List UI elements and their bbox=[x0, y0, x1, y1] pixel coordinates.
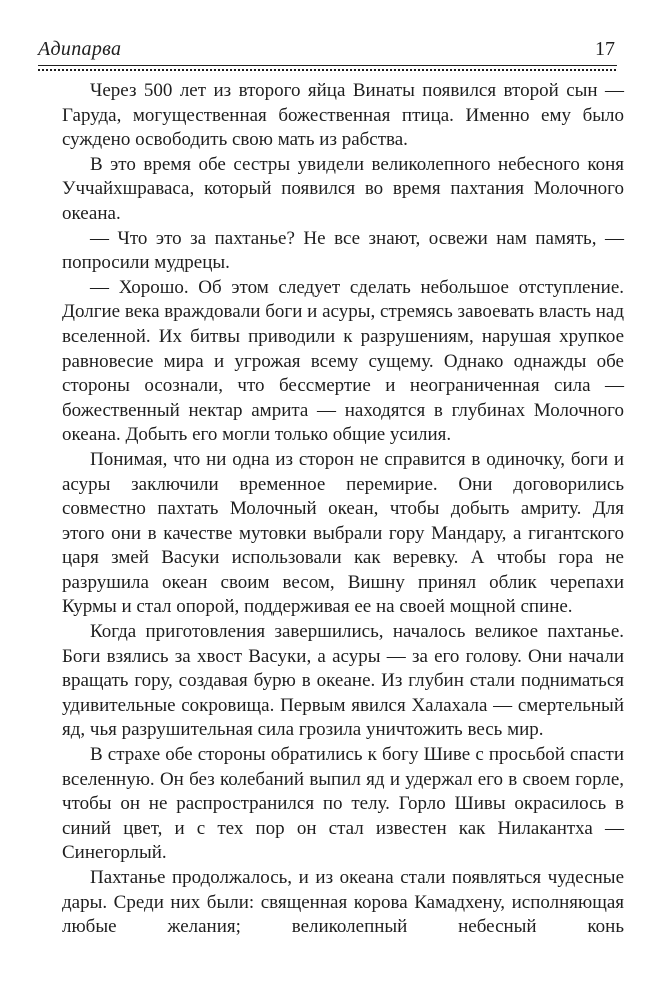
paragraph: В это время обе сестры увидели великолепного небесного коня Уччайхшраваса, который появился во время пахтания Молочного океана. bbox=[62, 153, 624, 224]
paragraph: — Что это за пахтанье? Не все знают, освежи нам память, — попросили мудрецы. bbox=[62, 227, 624, 274]
page-header bbox=[38, 36, 617, 66]
paragraph: Через 500 лет из второго яйца Винаты появился второй сын — Гаруда, могущественная божественная птица. Именно ему было суждено освободить свою мать из рабства. bbox=[62, 80, 624, 151]
paragraph: В страхе обе стороны обратились к богу Шиве с просьбой спасти вселенную. Он без колебаний выпил яд и удержал его в своем горле, чтобы он не распространился по телу. Горло Шивы окрасилось в синий цвет, и с тех пор он стал известен как Нилакантха — Синегорлый. bbox=[62, 744, 624, 864]
last-paragraph: Пахтанье продолжалось, и из океана стали появляться чудесные дары. Среди них были: священная корова Камадхену, исполняющая любые желания; великолепный небесный конь bbox=[62, 867, 624, 938]
page-number: 17 bbox=[595, 38, 615, 60]
body-text bbox=[62, 79, 624, 940]
paragraph: Когда приготовления завершились, началось великое пахтанье. Боги взялись за хвост Васуки, а асуры — за его голову. Они начали вращать гору, создавая бурю в океане. Из глубин стали подниматься удивительные сокровища. Первым явился Халахала — смертельный яд, чья разрушительная сила грозила уничтожить весь мир. bbox=[62, 621, 624, 741]
running-head: Адипарва bbox=[38, 38, 122, 60]
paragraph: — Хорошо. Об этом следует сделать небольшое отступление. Долгие века враждовали боги и асуры, стремясь завоевать власть над вселенной. Их битвы приводили к разрушениям, нарушая хрупкое равновесие мира и угрожая всему сущему. Однако однажды обе стороны осознали, что бессмертие и неограниченная сила — божественный нектар амрита — находятся в глубинах Молочного океана. Добыть его могли только общие усилия. bbox=[62, 276, 624, 446]
paragraph: Понимая, что ни одна из сторон не справится в одиночку, боги и асуры заключили временное перемирие. Они договорились совместно пахтать Молочный океан, чтобы добыть амриту. Для этого они в качестве мутовки выбрали гору Мандару, а гигантского царя змей Васуки использовали как веревку. А чтобы гора не разрушила океан своим весом, Вишну принял облик черепахи Курмы и стал опорой, поддерживая ее на своей мощной спине. bbox=[62, 448, 624, 618]
header-rule bbox=[38, 65, 617, 71]
